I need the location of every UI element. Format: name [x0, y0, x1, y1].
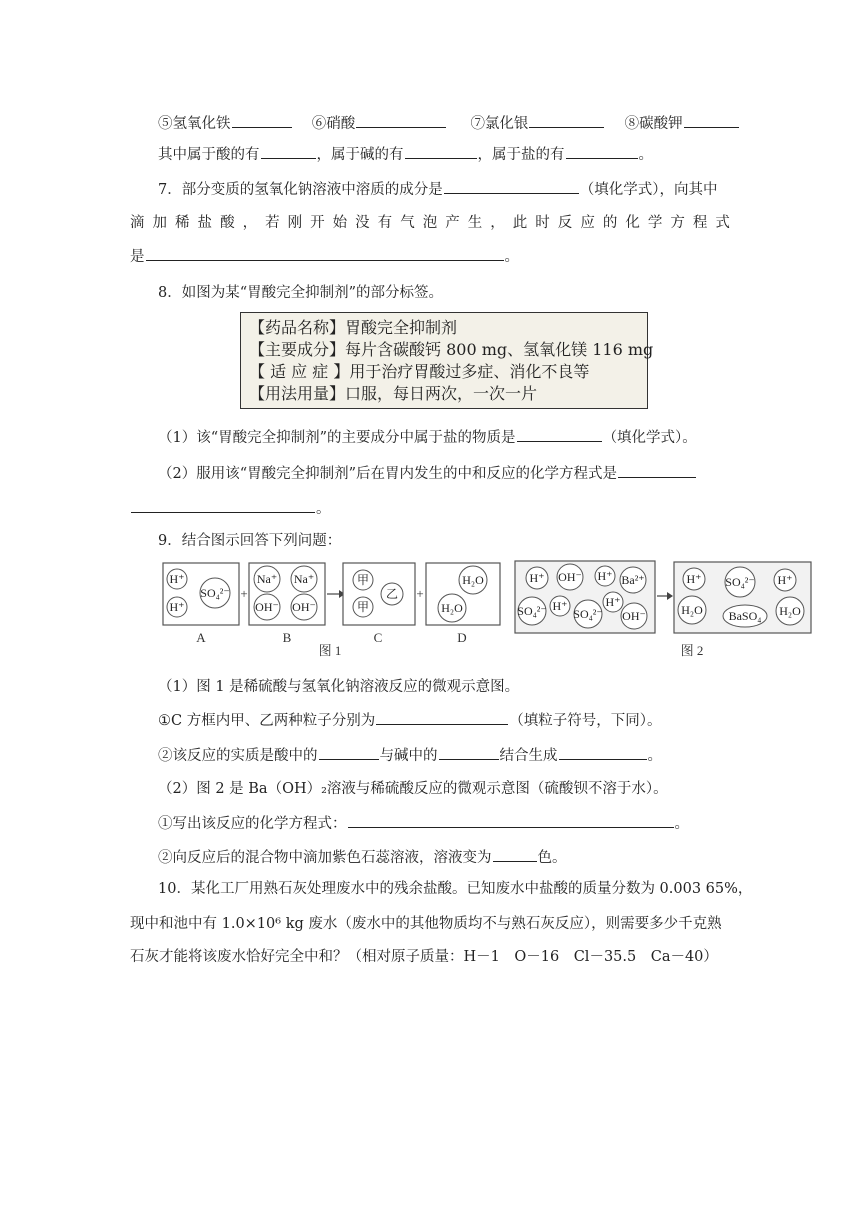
text: （填化学式），向其中	[579, 182, 718, 198]
box-A	[163, 563, 239, 645]
particle: H⁺	[777, 573, 793, 587]
q9-s1b	[158, 744, 662, 767]
text: ②向反应后的混合物中滴加紫色石蕊溶液，溶液变为	[158, 850, 492, 866]
particle: H₂O	[779, 604, 801, 618]
particle-h: H⁺	[169, 600, 185, 614]
item-6: ⑥硝酸	[311, 116, 356, 132]
particle: H⁺	[552, 599, 568, 613]
particle: OH⁻	[558, 570, 582, 584]
char: 时	[535, 215, 550, 231]
q9-s1a	[158, 709, 661, 732]
item-8: ⑧碳酸钾	[624, 116, 683, 132]
particle-h2o: H₂O	[441, 601, 463, 615]
box-letter: D	[457, 630, 467, 645]
answer-blank[interactable]	[319, 744, 379, 760]
char: 此	[512, 215, 528, 231]
char: 应	[580, 215, 595, 231]
text: ①写出该反应的化学方程式：	[158, 816, 347, 832]
answer-blank[interactable]	[261, 143, 316, 159]
answer-blank[interactable]	[131, 497, 315, 513]
q9-stem: 9．结合图示回答下列问题：	[158, 533, 342, 549]
plus-sign: +	[240, 586, 248, 601]
text: 7．部分变质的氢氧化钠溶液中溶质的成分是	[158, 182, 443, 198]
text: （1）该“胃酸完全抑制剂”的主要成分中属于盐的物质是	[158, 430, 516, 446]
answer-blank[interactable]	[439, 744, 499, 760]
arrow-icon	[657, 592, 673, 600]
text: ②该反应的实质是酸中的	[158, 748, 318, 764]
particle-oh: OH⁻	[255, 600, 279, 614]
answer-blank[interactable]	[618, 462, 696, 478]
box-D	[426, 563, 500, 645]
q10-line2: 现中和池中有 1.0×10⁶ kg 废水（废水中的其他物质均不与熟石灰反应），则需要多少千克熟	[130, 916, 722, 932]
fig1-caption: 图 1	[318, 643, 342, 658]
char: 若	[265, 215, 280, 231]
text: 。	[638, 147, 653, 163]
particle: H⁺	[686, 572, 702, 586]
text: ①C 方框内甲、乙两种粒子分别为	[158, 713, 376, 729]
arrow-icon	[327, 590, 345, 598]
char: 程	[692, 215, 708, 231]
answer-blank[interactable]	[566, 143, 638, 159]
particle-h2o: H₂O	[462, 573, 484, 587]
char: 气	[400, 215, 415, 231]
text: （填化学式）。	[602, 430, 697, 446]
text: （填粒子符号，下同）。	[509, 713, 662, 729]
fig2-caption: 图 2	[680, 643, 704, 658]
char: 化	[625, 215, 640, 231]
char: 有	[377, 215, 393, 231]
particle-jia: 甲	[356, 573, 370, 587]
char: ，	[490, 215, 505, 231]
char: 开	[310, 215, 325, 231]
particle-na: Na⁺	[293, 572, 315, 586]
particle-na: Na⁺	[256, 572, 278, 586]
box-letter: C	[373, 630, 383, 645]
particle: H⁺	[529, 571, 545, 585]
text: 与碱中的	[379, 748, 438, 764]
text: ，属于盐的有	[477, 147, 565, 163]
q9-s2a	[158, 812, 689, 835]
fig2-after-box	[674, 562, 811, 633]
q10-line3: 石灰才能将该废水恰好完全中和？（相对原子质量：H－1 O－16 Cl－35.5 Ca－40）	[130, 949, 718, 965]
q7-line3	[130, 245, 519, 268]
label-line: 【药品名称】胃酸完全抑制剂	[249, 318, 458, 337]
char: 滴	[130, 215, 145, 231]
particle-yi: 乙	[385, 587, 399, 601]
particle: H⁺	[605, 595, 621, 609]
char: 方	[670, 215, 685, 231]
particle: SO₄²⁻	[725, 575, 755, 589]
char: 盐	[197, 215, 213, 231]
text: 。	[674, 816, 689, 832]
char: 泡	[422, 215, 438, 231]
char: 酸	[220, 215, 235, 231]
answer-blank[interactable]	[517, 426, 602, 442]
answer-blank[interactable]	[376, 709, 508, 725]
fig2-before-box	[515, 561, 655, 633]
q9-s2b	[158, 846, 567, 869]
particle-jia: 甲	[356, 600, 370, 614]
particle-so4: SO₄²⁻	[200, 586, 230, 600]
char: 稀	[175, 215, 190, 231]
drug-label	[240, 312, 654, 409]
box-B	[249, 563, 325, 645]
particle-h: H⁺	[169, 572, 185, 586]
char: ，	[242, 215, 258, 231]
answer-blank[interactable]	[405, 143, 477, 159]
answer-blank[interactable]	[232, 112, 292, 128]
q6-classify-line	[158, 143, 653, 166]
text: 。	[647, 748, 662, 764]
char: 反	[557, 215, 573, 231]
char: 刚	[287, 215, 303, 231]
particle: Ba²⁺	[621, 573, 645, 587]
label-line: 【 适 应 症 】用于治疗胃酸过多症、消化不良等	[249, 362, 590, 381]
q6-items-line	[158, 112, 740, 135]
q8-sub1	[158, 426, 697, 449]
box-letter: A	[196, 630, 206, 645]
item-5: ⑤氢氧化铁	[158, 116, 231, 132]
text: 。	[504, 249, 519, 265]
char: 的	[602, 215, 618, 231]
particle: BaSO₄	[728, 609, 762, 623]
particle: H⁺	[597, 569, 613, 583]
text: 是	[130, 249, 145, 265]
particle: H₂O	[681, 603, 703, 617]
box-letter: B	[282, 630, 292, 645]
char: 始	[332, 215, 348, 231]
particle: SO₄²⁻	[517, 604, 547, 618]
label-line: 【主要成分】每片含碳酸钙 800 mg、氢氧化镁 116 mg	[249, 340, 654, 359]
q7-line2	[130, 212, 730, 234]
text: 。	[316, 501, 331, 517]
answer-blank[interactable]	[146, 245, 504, 261]
q8-sub2-cont	[130, 497, 331, 520]
item-7: ⑦氯化银	[470, 116, 529, 132]
text: （2）服用该“胃酸完全抑制剂”后在胃内发生的中和反应的化学方程式是	[158, 466, 618, 482]
char: 产	[445, 215, 460, 231]
char: 没	[355, 215, 370, 231]
label-line: 【用法用量】口服，每日两次，一次一片	[249, 384, 538, 403]
particle: OH⁻	[622, 609, 646, 623]
plus-sign: +	[416, 586, 424, 601]
answer-blank[interactable]	[684, 112, 739, 128]
answer-blank[interactable]	[356, 112, 446, 128]
q7-line1	[158, 178, 717, 201]
reaction-figure	[0, 558, 860, 658]
q10-line1: 10．某化工厂用熟石灰处理废水中的残余盐酸。已知废水中盐酸的质量分数为 0.003 65%，	[158, 881, 753, 897]
particle: SO₄²⁻	[573, 607, 603, 621]
text: 结合生成	[499, 748, 558, 764]
char: 学	[647, 215, 663, 231]
answer-blank[interactable]	[348, 812, 674, 828]
text: 色。	[537, 850, 567, 866]
char: 生	[467, 215, 483, 231]
answer-blank[interactable]	[559, 744, 647, 760]
q8-sub2	[158, 462, 697, 485]
particle-oh: OH⁻	[292, 600, 316, 614]
answer-blank[interactable]	[493, 846, 537, 862]
q9-s1: （1）图 1 是稀硫酸与氢氧化钠溶液反应的微观示意图。	[158, 679, 520, 695]
text: 其中属于酸的有	[158, 147, 260, 163]
answer-blank[interactable]	[529, 112, 604, 128]
char: 式	[715, 215, 730, 231]
q8-stem: 8．如图为某“胃酸完全抑制剂”的部分标签。	[158, 285, 444, 301]
answer-blank[interactable]	[444, 178, 579, 194]
char: 加	[152, 215, 168, 231]
text: ，属于碱的有	[316, 147, 404, 163]
box-C	[343, 563, 415, 645]
q9-s2: （2）图 2 是 Ba（OH）₂溶液与稀硫酸反应的微观示意图（硫酸钡不溶于水）。	[158, 781, 668, 797]
